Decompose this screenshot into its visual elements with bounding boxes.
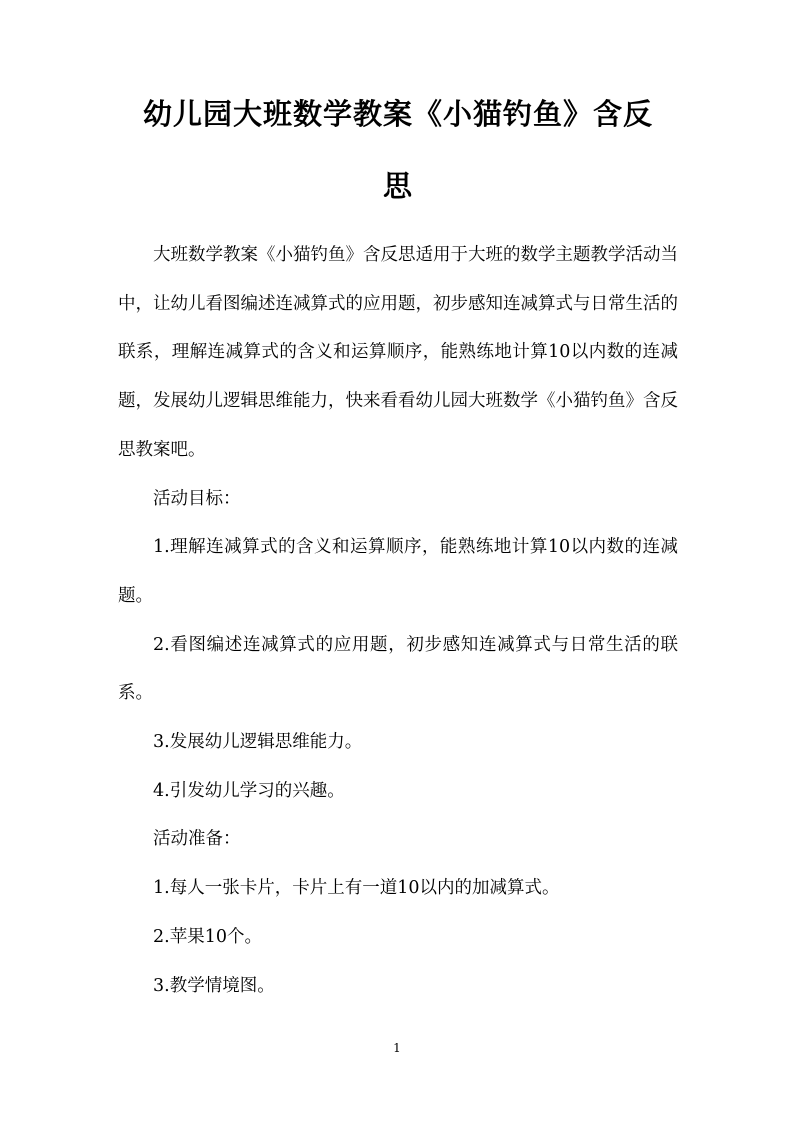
document-title-line-1: 幼儿园大班数学教案《小猫钓鱼》含反 bbox=[142, 97, 653, 131]
preparation-item-1: 1.每人一张卡片，卡片上有一道10以内的加减算式。 bbox=[153, 878, 560, 899]
goal-item-3: 3.发展幼儿逻辑思维能力。 bbox=[153, 732, 363, 753]
intro-paragraph: 大班数学教案《小猫钓鱼》含反思适用于大班的数学主题教学活动当中，让幼儿看图编述连减算式的应用题，初步感知连减算式与日常生活的联系，理解连减算式的含义和运算顺序，能熟练地计算10以内数的连减题，发展幼儿逻辑思维能力，快来看看幼儿园大班数学《小猫钓鱼》含反思教案吧。 bbox=[118, 245, 678, 460]
document-body bbox=[118, 231, 678, 1010]
goal-item-4: 4.引发幼儿学习的兴趣。 bbox=[153, 780, 345, 801]
preparation-item-3: 3.教学情境图。 bbox=[153, 975, 275, 996]
document-title-line-2: 思 bbox=[382, 169, 413, 203]
section-heading-preparation: 活动准备： bbox=[153, 829, 241, 850]
goal-item-2: 2.看图编述连减算式的应用题，初步感知连减算式与日常生活的联系。 bbox=[118, 634, 678, 704]
goal-item-1: 1.理解连减算式的含义和运算顺序，能熟练地计算10以内数的连减题。 bbox=[118, 537, 678, 606]
page-number: 1 bbox=[393, 1041, 401, 1055]
preparation-item-2: 2.苹果10个。 bbox=[153, 926, 262, 947]
section-heading-goals: 活动目标： bbox=[153, 488, 241, 509]
